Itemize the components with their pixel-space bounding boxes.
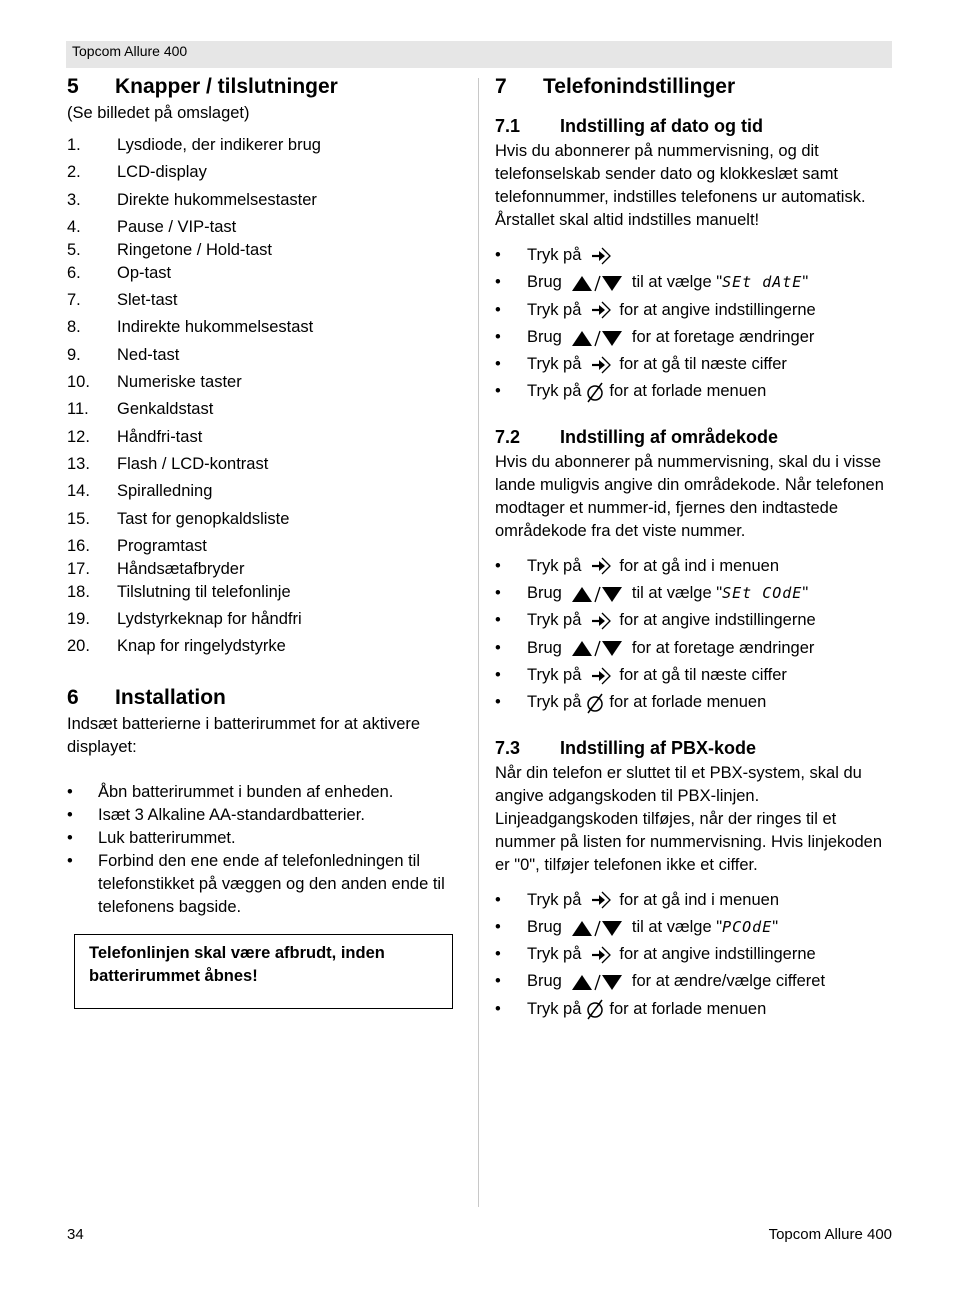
bullet: • <box>495 273 501 292</box>
list-item <box>495 689 895 716</box>
area-code-steps <box>495 553 895 717</box>
list-item <box>67 635 465 662</box>
item-label: Spiralledning <box>117 482 213 501</box>
item-label: Tast for genopkaldsliste <box>117 509 290 528</box>
step-text: Isæt 3 Alkaline AA-standardbatterier. <box>98 805 365 824</box>
list-item <box>495 996 895 1023</box>
item-number: 7. <box>67 291 81 310</box>
list-item <box>67 216 465 239</box>
list-item <box>495 580 895 607</box>
cancel-key-icon <box>585 689 605 716</box>
item-label: Knap for ringelydstyrke <box>117 637 286 656</box>
list-item <box>67 371 465 398</box>
item-number: 15. <box>67 509 90 528</box>
bullet: • <box>495 382 501 401</box>
step-verb: Tryk på <box>527 999 582 1018</box>
list-item <box>67 608 465 635</box>
item-label: Indirekte hukommelsestast <box>117 318 314 337</box>
bullet: • <box>495 246 501 264</box>
step-text: for at angive indstillingerne <box>619 611 816 630</box>
step-text: for at foretage ændringer <box>631 327 815 346</box>
bullet: • <box>67 782 73 801</box>
list-item <box>67 289 465 316</box>
item-label: Lydstyrkeknap for håndfri <box>117 610 302 629</box>
step-verb: Tryk på <box>527 611 582 630</box>
item-number: 9. <box>67 345 81 364</box>
up-down-arrows-icon <box>570 914 624 941</box>
section71-text: Hvis du abonnerer på nummervisning, og dit telefonselskab sender dato og klokkeslæt samt telefonnummer, indstilles telefonens ur automatisk. Årstallet skal altid indstilles manuelt! <box>495 142 866 229</box>
section7-heading: 7 Telefonindstillinger <box>495 75 736 98</box>
item-label: Tilslutning til telefonlinje <box>117 582 291 601</box>
item-label: Ringetone / Hold-tast <box>117 240 273 259</box>
item-label: Flash / LCD-kontrast <box>117 454 269 473</box>
step-verb: Brug <box>527 972 562 991</box>
step-text: for at gå ind i menuen <box>619 890 780 909</box>
list-item <box>67 558 465 581</box>
bullet: • <box>495 556 501 575</box>
warning-note: Telefonlinjen skal være afbrudt, inden batterirummet åbnes! <box>74 934 453 1009</box>
right-column <box>495 72 895 1023</box>
step-verb: Tryk på <box>527 300 582 319</box>
list-item <box>67 161 465 188</box>
item-number: 14. <box>67 482 90 501</box>
enter-key-icon <box>589 297 613 324</box>
step-text: for at gå til næste ciffer <box>619 665 787 684</box>
bullet: • <box>495 584 501 603</box>
list-item <box>495 941 895 968</box>
bullet: • <box>495 693 501 712</box>
bullet: • <box>67 851 73 870</box>
step-text: for at gå ind i menuen <box>619 556 780 575</box>
step-verb: Brug <box>527 638 562 657</box>
bullet: • <box>495 999 501 1018</box>
item-label: Håndsætafbryder <box>117 559 245 578</box>
list-item <box>67 262 465 289</box>
quote-mark: " <box>802 273 809 292</box>
step-verb: Tryk på <box>527 693 582 712</box>
up-down-arrows-icon <box>570 968 624 995</box>
bullet: • <box>495 917 501 936</box>
list-item <box>495 635 895 662</box>
lcd-text: SEt dAtE <box>722 273 803 292</box>
item-number: 12. <box>67 427 90 446</box>
item-number: 4. <box>67 217 81 236</box>
step-text: til at vælge " <box>631 584 723 603</box>
item-label: Programtast <box>117 536 207 555</box>
item-number: 11. <box>67 400 89 419</box>
section6-intro: Indsæt batterierne i batterirummet for at aktivere displayet: <box>67 714 421 756</box>
item-number: 16. <box>67 536 90 555</box>
item-label: Direkte hukommelsestaster <box>117 190 317 209</box>
enter-key-icon <box>589 242 613 269</box>
column-divider <box>478 78 479 1207</box>
quote-mark: " <box>802 584 809 603</box>
item-number: 5. <box>67 240 81 259</box>
quote-mark: " <box>772 917 779 936</box>
list-item <box>495 662 895 689</box>
step-text: for at gå til næste ciffer <box>619 355 787 374</box>
bullet: • <box>495 665 501 684</box>
item-label: Genkaldstast <box>117 400 214 419</box>
item-label: LCD-display <box>117 163 207 182</box>
bullet: • <box>495 355 501 374</box>
step-text: for at forlade menuen <box>609 999 767 1018</box>
step-text: til at vælge " <box>631 273 723 292</box>
section72-heading: 7.2 Indstilling af områdekode <box>495 426 779 447</box>
bullet: • <box>495 300 501 319</box>
list-item <box>495 553 895 580</box>
bullet: • <box>495 611 501 630</box>
list-item <box>495 887 895 914</box>
header-title: Topcom Allure 400 <box>72 43 188 59</box>
list-item <box>495 297 895 324</box>
bullet: • <box>67 805 73 824</box>
section72-text: Hvis du abonnerer på nummervisning, skal du i visse lande muligvis angive din områdekode. Når telefonen modtager et nummer-id, fjernes den indtastede områdekode fra det viste nummer. <box>495 452 884 540</box>
item-label: Slet-tast <box>117 291 178 310</box>
list-item <box>67 426 465 453</box>
up-down-arrows-icon <box>570 635 624 662</box>
item-number: 1. <box>67 136 81 154</box>
item-label: Op-tast <box>117 263 172 282</box>
step-verb: Tryk på <box>527 246 582 264</box>
list-item <box>67 344 465 371</box>
list-item <box>67 850 465 919</box>
enter-key-icon <box>589 351 613 378</box>
list-item <box>495 242 895 269</box>
item-number: 6. <box>67 263 81 282</box>
step-text: for at forlade menuen <box>609 693 767 712</box>
buttons-list <box>67 134 465 663</box>
list-item <box>495 914 895 941</box>
step-verb: Tryk på <box>527 665 582 684</box>
up-down-arrows-icon <box>570 269 624 296</box>
lcd-text: PCOdE <box>722 917 773 936</box>
cancel-key-icon <box>585 378 605 405</box>
item-number: 10. <box>67 373 90 392</box>
list-item <box>67 480 465 507</box>
list-item <box>67 398 465 425</box>
section6-heading: 6 Installation <box>67 685 226 709</box>
item-number: 8. <box>67 318 81 337</box>
bullet: • <box>495 945 501 964</box>
step-verb: Tryk på <box>527 890 582 909</box>
step-verb: Brug <box>527 327 562 346</box>
item-label: Lysdiode, der indikerer brug <box>117 136 321 154</box>
bullet: • <box>495 638 501 657</box>
item-label: Ned-tast <box>117 345 180 364</box>
enter-key-icon <box>589 941 613 968</box>
pbx-code-steps <box>495 887 895 1023</box>
step-verb: Brug <box>527 273 562 292</box>
lcd-text: SEt COdE <box>722 584 803 603</box>
list-item <box>67 804 465 827</box>
page-number: 34 <box>67 1226 84 1243</box>
item-label: Pause / VIP-tast <box>117 217 237 236</box>
bullet: • <box>495 972 501 991</box>
list-item <box>495 269 895 296</box>
enter-key-icon <box>589 553 613 580</box>
list-item <box>67 508 465 535</box>
item-number: 18. <box>67 582 90 601</box>
step-verb: Brug <box>527 584 562 603</box>
list-item <box>495 378 895 405</box>
enter-key-icon <box>589 607 613 634</box>
item-label: Håndfri-tast <box>117 427 203 446</box>
step-text: til at vælge " <box>631 917 723 936</box>
list-item <box>67 827 465 850</box>
bullet: • <box>495 327 501 346</box>
installation-steps <box>67 781 465 919</box>
item-number: 13. <box>67 454 90 473</box>
page-header <box>66 41 892 68</box>
list-item <box>67 453 465 480</box>
step-verb: Tryk på <box>527 382 582 401</box>
enter-key-icon <box>589 662 613 689</box>
enter-key-icon <box>589 887 613 914</box>
step-text: Luk batterirummet. <box>98 828 236 847</box>
item-number: 17. <box>67 559 90 578</box>
item-number: 3. <box>67 190 81 209</box>
step-verb: Tryk på <box>527 355 582 374</box>
list-item <box>495 607 895 634</box>
step-text: for at ændre/vælge cifferet <box>631 972 826 991</box>
list-item <box>495 324 895 351</box>
item-number: 2. <box>67 163 81 182</box>
bullet: • <box>67 828 73 847</box>
cancel-key-icon <box>585 996 605 1023</box>
left-column <box>67 72 465 919</box>
footer-title: Topcom Allure 400 <box>768 1226 892 1243</box>
date-time-steps <box>495 242 895 406</box>
section73-text: Når din telefon er sluttet til et PBX-system, skal du angive adgangskoden til PBX-linjen. Linjeadgangskoden tilføjes, når der ringes til et nummer på listen for nummervisning. Hvis linjekoden er "0", tilføjer telefonen ikke et ciffer. <box>495 763 882 874</box>
section5-heading: 5 Knapper / tilslutninger <box>67 75 338 98</box>
list-item <box>495 351 895 378</box>
step-verb: Brug <box>527 917 562 936</box>
step-text: for at foretage ændringer <box>631 638 815 657</box>
list-item <box>67 189 465 216</box>
step-verb: Tryk på <box>527 556 582 575</box>
step-text: Forbind den ene ende af telefonledningen til telefonstikket på væggen og den anden ende til telefonens bagside. <box>98 851 445 916</box>
list-item <box>67 781 465 804</box>
step-text: for at angive indstillingerne <box>619 300 816 319</box>
list-item <box>67 535 465 558</box>
section5-subtitle: (Se billedet på omslaget) <box>67 104 250 122</box>
item-label: Numeriske taster <box>117 373 242 392</box>
step-text: for at angive indstillingerne <box>619 945 816 964</box>
up-down-arrows-icon <box>570 580 624 607</box>
item-number: 20. <box>67 637 90 656</box>
list-item <box>67 581 465 608</box>
list-item <box>67 239 465 262</box>
list-item <box>67 316 465 343</box>
section71-heading: 7.1 Indstilling af dato og tid <box>495 116 763 136</box>
up-down-arrows-icon <box>570 324 624 351</box>
section73-heading: 7.3 Indstilling af PBX-kode <box>495 737 757 758</box>
item-number: 19. <box>67 610 90 629</box>
step-text: Åbn batterirummet i bunden af enheden. <box>98 782 394 801</box>
step-verb: Tryk på <box>527 945 582 964</box>
list-item <box>495 968 895 995</box>
list-item <box>67 134 465 161</box>
step-text: for at forlade menuen <box>609 382 767 401</box>
bullet: • <box>495 890 501 909</box>
